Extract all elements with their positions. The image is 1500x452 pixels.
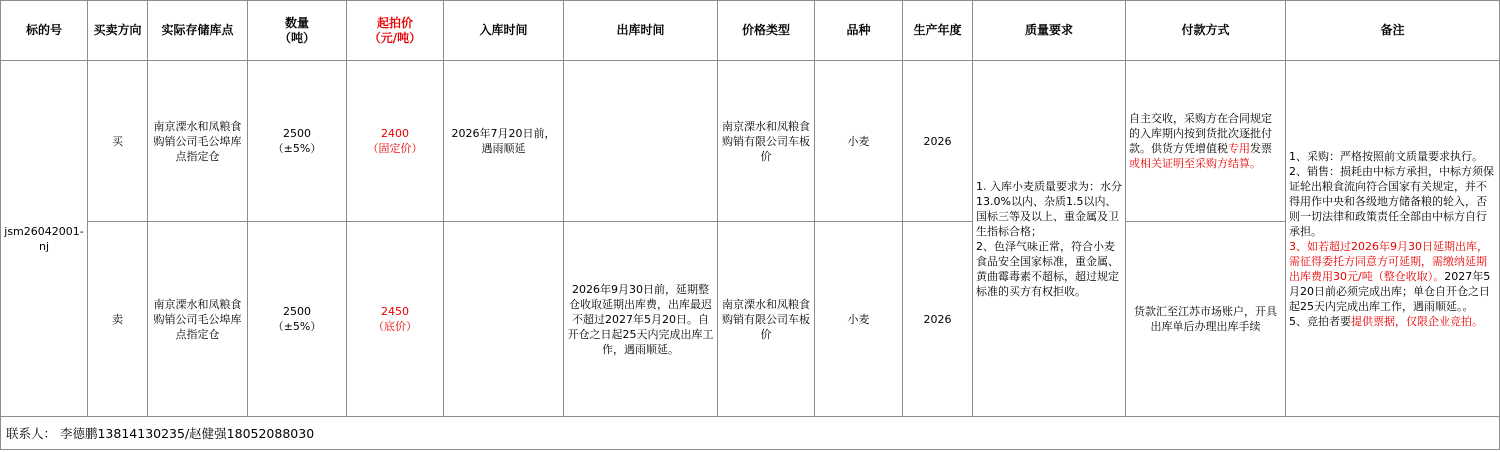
remark-1: 1、采购：严格按照前文质量要求执行。 bbox=[1289, 149, 1483, 163]
buy-qty-value: 2500 bbox=[283, 127, 311, 140]
header-payment: 付款方式 bbox=[1126, 1, 1286, 61]
buy-payment bbox=[1126, 61, 1286, 222]
buy-price-note: （固定价） bbox=[367, 142, 423, 155]
buy-price-value: 2400 bbox=[381, 127, 409, 140]
sell-location: 南京溧水和凤粮食购销公司毛公埠库点指定仓 bbox=[148, 222, 248, 417]
header-quality: 质量要求 bbox=[973, 1, 1126, 61]
buy-direction: 买 bbox=[88, 61, 148, 222]
header-price-type: 价格类型 bbox=[718, 1, 815, 61]
buy-location: 南京溧水和凤粮食购销公司毛公埠库点指定仓 bbox=[148, 61, 248, 222]
header-quantity-line1: 数量 bbox=[284, 15, 309, 30]
buy-qty-tolerance: （±5%） bbox=[272, 142, 322, 155]
buy-price-type: 南京溧水和凤粮食购销有限公司车板价 bbox=[718, 61, 815, 222]
quality-requirements bbox=[973, 61, 1126, 417]
buy-payment-text-a: 自主交收，采购方在合同规定的入库期内按到货批次逐批付款。供货方凭增值税 bbox=[1129, 112, 1272, 155]
header-location: 实际存储库点 bbox=[148, 1, 248, 61]
remark-2: 2、销售：损耗由中标方承担，中标方须保证轮出粮食流向符合国家有关规定，并不得用作中央和各级地方储备粮的轮入，否则一切法律和政策责任全部由中标方自行承担。 bbox=[1289, 164, 1494, 238]
sell-in-time bbox=[444, 222, 564, 417]
quality-item-2: 2、色泽气味正常，符合小麦食品安全国家标准，重金属、黄曲霉毒素不超标，超过规定标准的买方有权拒收。 bbox=[976, 239, 1119, 298]
sell-variety: 小麦 bbox=[815, 222, 903, 417]
remark-3-highlight: 3、如若超过2026年9月30日延期出库，需征得委托方同意方可延期，需缴纳延期出库费用30元/吨（整仓收取）。 bbox=[1289, 239, 1488, 283]
quality-item-1: 1. 入库小麦质量要求为：水分13.0%以内、杂质1.5以内、国标三等及以上、重金属及卫生指标合格； bbox=[976, 179, 1122, 238]
table-row-buy bbox=[1, 61, 1500, 222]
buy-payment-text-c: 发票 bbox=[1250, 142, 1272, 155]
table-row-sell bbox=[1, 222, 1500, 417]
header-price-line2: （元/吨） bbox=[368, 30, 422, 45]
header-start-price bbox=[347, 1, 444, 61]
sell-quantity bbox=[248, 222, 347, 417]
header-price-line1: 起拍价 bbox=[376, 15, 413, 30]
sell-price bbox=[347, 222, 444, 417]
sell-price-type: 南京溧水和凤粮食购销有限公司车板价 bbox=[718, 222, 815, 417]
lot-number: jsm26042001-nj bbox=[1, 61, 88, 417]
buy-payment-settlement: 或相关证明至采购方结算。 bbox=[1129, 157, 1261, 170]
contact-row bbox=[1, 417, 1500, 450]
header-row bbox=[1, 1, 1500, 61]
header-variety: 品种 bbox=[815, 1, 903, 61]
contact-info: 联系人： 李德鹏13814130235/赵健强18052088030 bbox=[1, 417, 1500, 450]
header-quantity bbox=[248, 1, 347, 61]
sell-price-value: 2450 bbox=[381, 305, 409, 318]
sell-price-note: （底价） bbox=[373, 320, 417, 333]
sell-out-time: 2026年9月30日前，延期整仓收取延期出库费，出库最迟不超过2027年5月20日。自开仓之日起25天内完成出库工作，遇雨顺延。 bbox=[564, 222, 718, 417]
header-in-time: 入库时间 bbox=[444, 1, 564, 61]
buy-in-time: 2026年7月20日前，遇雨顺延 bbox=[444, 61, 564, 222]
remark-5-highlight: 提供票据，仅限企业竞拍。 bbox=[1351, 314, 1483, 328]
sell-qty-tolerance: （±5%） bbox=[272, 320, 322, 333]
buy-year: 2026 bbox=[903, 61, 973, 222]
sell-payment: 货款汇至江苏市场账户，开具出库单后办理出库手续 bbox=[1126, 222, 1286, 417]
buy-price bbox=[347, 61, 444, 222]
sell-year: 2026 bbox=[903, 222, 973, 417]
header-quantity-line2: （吨） bbox=[278, 30, 315, 45]
header-direction: 买卖方向 bbox=[88, 1, 148, 61]
remark-5-prefix: 5、竞拍者要 bbox=[1289, 314, 1351, 328]
header-lot-no: 标的号 bbox=[1, 1, 88, 61]
buy-payment-special: 专用 bbox=[1228, 142, 1250, 155]
header-out-time: 出库时间 bbox=[564, 1, 718, 61]
sell-qty-value: 2500 bbox=[283, 305, 311, 318]
buy-quantity bbox=[248, 61, 347, 222]
sell-direction: 卖 bbox=[88, 222, 148, 417]
header-remarks: 备注 bbox=[1286, 1, 1500, 61]
remark-3-deadline: 2027年5月20日前必须完成出库；单仓自开仓之日起25天内完成出库工作，遇雨顺延。。 bbox=[1289, 269, 1491, 313]
header-year: 生产年度 bbox=[903, 1, 973, 61]
buy-variety: 小麦 bbox=[815, 61, 903, 222]
remarks bbox=[1286, 61, 1500, 417]
buy-out-time bbox=[564, 61, 718, 222]
